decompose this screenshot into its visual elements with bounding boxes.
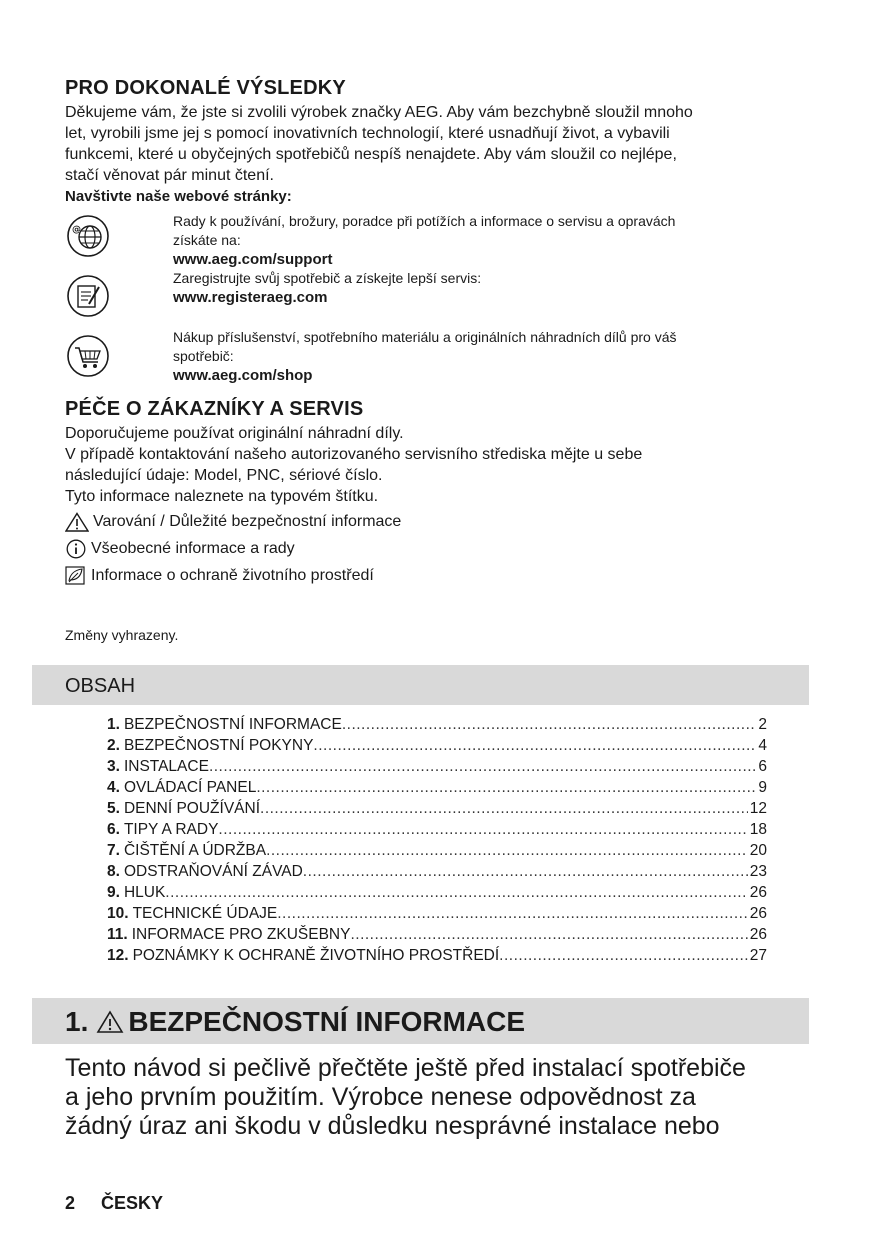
legend-environment xyxy=(65,566,374,586)
toc-item-number: 11. xyxy=(107,926,128,943)
care-paragraph xyxy=(65,423,810,507)
toc-item-page: 26 xyxy=(749,884,767,901)
safety-paragraph xyxy=(65,1054,746,1141)
shop-line: Nákup příslušenství, spotřebního materiálu a originálních náhradních dílů pro váš xyxy=(173,329,677,345)
web-globe-icon xyxy=(66,214,110,258)
toc-item[interactable] xyxy=(107,778,767,798)
warning-triangle-icon xyxy=(65,512,89,532)
toc-item-number: 10. xyxy=(107,905,129,922)
legend-warning xyxy=(65,512,401,532)
toc-item-label: INFORMACE PRO ZKUŠEBNY xyxy=(131,926,351,943)
toc-item-label: TIPY A RADY xyxy=(123,821,219,838)
register-text: Zaregistrujte svůj spotřebič a získejte lepší servis: xyxy=(173,270,482,286)
info-icon xyxy=(65,539,87,559)
safety-line: a jeho prvním použitím. Výrobce nenese odpovědnost za xyxy=(65,1083,696,1111)
toc-leader xyxy=(313,736,756,756)
toc-item-number: 6. xyxy=(107,821,120,838)
toc-band xyxy=(32,665,809,705)
safety-line: žádný úraz ani škodu v důsledku nesprávné instalace nebo xyxy=(65,1112,720,1140)
toc-leader xyxy=(350,925,747,945)
svg-text:@: @ xyxy=(72,225,81,235)
toc-item[interactable] xyxy=(107,904,767,924)
safety-heading xyxy=(65,1006,525,1038)
toc-item-page: 26 xyxy=(749,926,767,943)
shop-cart-icon xyxy=(66,334,110,378)
toc-leader xyxy=(256,778,756,798)
toc-item[interactable] xyxy=(107,946,767,966)
language-label: ČESKY xyxy=(101,1193,164,1213)
toc-item-label: POZNÁMKY K OCHRANĚ ŽIVOTNÍHO PROSTŘEDÍ xyxy=(132,947,500,964)
safety-band xyxy=(32,998,809,1044)
toc-leader xyxy=(266,841,748,861)
care-line: Doporučujeme používat originální náhradní díly. xyxy=(65,425,404,442)
support-link[interactable]: www.aeg.com/support xyxy=(173,251,333,268)
toc-item-page: 9 xyxy=(758,779,767,796)
toc-item-label: BEZPEČNOSTNÍ POKYNY xyxy=(123,737,314,754)
care-line: V případě kontaktování našeho autorizovaného servisního střediska mějte u sebe xyxy=(65,446,643,463)
legend-info-text: Všeobecné informace a rady xyxy=(91,540,295,557)
intro-paragraph xyxy=(65,102,810,186)
page-footer xyxy=(65,1193,163,1214)
toc-item-page: 26 xyxy=(749,905,767,922)
care-heading: PÉČE O ZÁKAZNÍKY A SERVIS xyxy=(65,398,364,420)
changes-note: Změny vyhrazeny. xyxy=(65,627,179,643)
toc-item[interactable] xyxy=(107,736,767,756)
support-line: Rady k používání, brožury, poradce při potížích a informace o servisu a opravách xyxy=(173,213,676,229)
toc-item-page: 4 xyxy=(758,737,767,754)
register-link[interactable]: www.registeraeg.com xyxy=(173,289,328,306)
intro-heading: PRO DOKONALÉ VÝSLEDKY xyxy=(65,77,346,99)
toc-title: OBSAH xyxy=(65,675,136,697)
toc-item[interactable] xyxy=(107,757,767,777)
leaf-icon xyxy=(65,566,87,586)
toc-item-page: 18 xyxy=(749,821,767,838)
toc-item[interactable] xyxy=(107,883,767,903)
toc-item-number: 4. xyxy=(107,779,120,796)
toc-item-number: 9. xyxy=(107,884,120,901)
page-number: 2 xyxy=(65,1193,76,1213)
legend-warning-text: Varování / Důležité bezpečnostní informace xyxy=(93,513,402,530)
toc-item[interactable] xyxy=(107,715,767,735)
shop-text xyxy=(173,328,677,385)
toc-item-page: 6 xyxy=(758,758,767,775)
toc-item-label: INSTALACE xyxy=(123,758,209,775)
toc-item-number: 2. xyxy=(107,737,120,754)
toc-item-page: 23 xyxy=(749,863,767,880)
intro-line: Děkujeme vám, že jste si zvolili výrobek značky AEG. Aby vám bezchybně sloužil mnoho xyxy=(65,104,693,121)
toc-item-number: 5. xyxy=(107,800,120,817)
care-line: Tyto informace naleznete na typovém štítku. xyxy=(65,488,379,505)
toc-item[interactable] xyxy=(107,925,767,945)
visit-label: Navštivte naše webové stránky: xyxy=(65,188,292,205)
intro-line: stačí věnovat pár minut čtení. xyxy=(65,167,274,184)
toc-item-number: 12. xyxy=(107,947,129,964)
toc-item-label: HLUK xyxy=(123,884,166,901)
toc-item-number: 7. xyxy=(107,842,120,859)
toc-item-number: 3. xyxy=(107,758,120,775)
safety-title: BEZPEČNOSTNÍ INFORMACE xyxy=(128,1006,526,1037)
toc-item[interactable] xyxy=(107,799,767,819)
toc-item[interactable] xyxy=(107,862,767,882)
care-line: následující údaje: Model, PNC, sériové číslo. xyxy=(65,467,383,484)
toc-item-label: ČIŠTĚNÍ A ÚDRŽBA xyxy=(123,842,267,859)
toc-leader xyxy=(277,904,748,924)
toc-item-number: 1. xyxy=(107,716,120,733)
warning-triangle-icon xyxy=(96,1009,124,1035)
shop-line: spotřebič: xyxy=(173,348,234,364)
toc-leader xyxy=(209,757,756,777)
register-document-icon xyxy=(66,274,110,318)
toc-leader xyxy=(499,946,748,966)
toc-item[interactable] xyxy=(107,841,767,861)
toc-item[interactable] xyxy=(107,820,767,840)
toc-leader xyxy=(218,820,747,840)
support-text xyxy=(173,212,675,307)
toc-item-page: 27 xyxy=(749,947,767,964)
legend-environment-text: Informace o ochraně životního prostředí xyxy=(91,567,374,584)
toc-item-label: DENNÍ POUŽÍVÁNÍ xyxy=(123,800,261,817)
toc-leader xyxy=(303,862,748,882)
safety-number: 1. xyxy=(65,1006,89,1037)
toc-leader xyxy=(260,799,748,819)
intro-line: let, vyrobili jsme jej s pomocí inovativních technologií, které usnadňují život, a vybavili xyxy=(65,125,670,142)
toc-item-label: ODSTRAŇOVÁNÍ ZÁVAD xyxy=(123,863,303,880)
legend-info xyxy=(65,539,295,559)
toc-item-page: 2 xyxy=(758,716,767,733)
support-line: získáte na: xyxy=(173,232,241,248)
shop-link[interactable]: www.aeg.com/shop xyxy=(173,367,313,384)
intro-line: funkcemi, které u obyčejných spotřebičů nespíš nenajdete. Aby vám sloužil co nejlépe, xyxy=(65,146,677,163)
toc-leader xyxy=(165,883,747,903)
toc-item-label: BEZPEČNOSTNÍ INFORMACE xyxy=(123,716,342,733)
toc-item-page: 12 xyxy=(749,800,767,817)
toc-item-number: 8. xyxy=(107,863,120,880)
toc-item-label: TECHNICKÉ ÚDAJE xyxy=(132,905,278,922)
toc-item-page: 20 xyxy=(749,842,767,859)
toc-item-label: OVLÁDACÍ PANEL xyxy=(123,779,257,796)
safety-line: Tento návod si pečlivě přečtěte ještě před instalací spotřebiče xyxy=(65,1054,746,1082)
toc-leader xyxy=(342,715,757,735)
